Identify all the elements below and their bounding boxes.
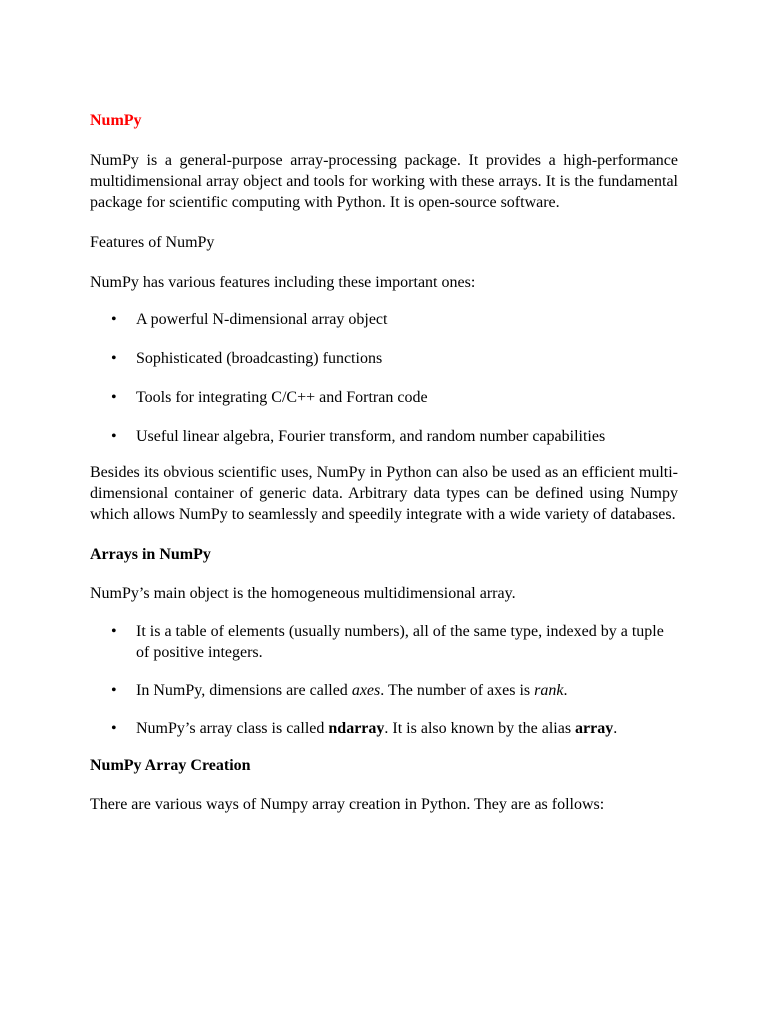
list-item	[90, 309, 678, 330]
list-item	[90, 718, 678, 739]
list-item	[90, 387, 678, 408]
text-run: . The number of axes is	[380, 682, 535, 699]
besides-paragraph: Besides its obvious scientific uses, NumPy in Python can also be used as an efficient multi-dimensional container of generic data. Arbitrary data types can be defined using Numpy which allows NumPy to seamlessly and speedily integrate with a wide variety of databases.	[90, 464, 678, 523]
arrays-list	[90, 621, 678, 739]
list-item-text	[136, 720, 617, 737]
list-item-text	[136, 682, 567, 699]
list-item-text: Tools for integrating C/C++ and Fortran code	[136, 389, 428, 406]
bullet-icon: •	[111, 389, 117, 406]
list-item	[90, 680, 678, 701]
list-item	[90, 426, 678, 447]
bullet-icon: •	[111, 428, 117, 445]
list-item-text: Useful linear algebra, Fourier transform, and random number capabilities	[136, 428, 606, 445]
term-array: array	[575, 720, 614, 737]
creation-lead-paragraph: There are various ways of Numpy array creation in Python. They are as follows:	[90, 796, 605, 813]
creation-heading: NumPy Array Creation	[90, 757, 251, 774]
term-rank: rank	[534, 682, 564, 699]
intro-paragraph: NumPy is a general-purpose array-processing package. It provides a high-performance multidimensional array object and tools for working with these arrays. It is the fundamental package for scientific computing with Python. It is open-source software.	[90, 152, 678, 211]
term-axes: axes	[351, 682, 381, 699]
text-run: . It is also known by the alias	[384, 720, 576, 737]
bullet-icon: •	[111, 682, 117, 699]
term-ndarray: ndarray	[328, 720, 385, 737]
features-lead-paragraph: NumPy has various features including these important ones:	[90, 274, 476, 291]
list-item	[90, 621, 678, 663]
list-item	[90, 348, 678, 369]
arrays-lead-paragraph: NumPy’s main object is the homogeneous multidimensional array.	[90, 585, 516, 602]
text-run: .	[563, 682, 568, 699]
text-run: .	[613, 720, 618, 737]
bullet-icon: •	[111, 720, 117, 737]
features-list	[90, 309, 678, 447]
list-item-text: A powerful N-dimensional array object	[136, 311, 388, 328]
list-item-text: It is a table of elements (usually numbers), all of the same type, indexed by a tuple of positive integers.	[136, 623, 664, 661]
bullet-icon: •	[111, 311, 117, 328]
bullet-icon: •	[111, 350, 117, 367]
list-item-text: Sophisticated (broadcasting) functions	[136, 350, 383, 367]
text-run: In NumPy, dimensions are called	[136, 682, 352, 699]
bullet-icon: •	[111, 623, 117, 640]
page-title: NumPy	[90, 112, 142, 129]
features-heading: Features of NumPy	[90, 234, 215, 251]
arrays-heading: Arrays in NumPy	[90, 546, 211, 563]
text-run: NumPy’s array class is called	[136, 720, 329, 737]
